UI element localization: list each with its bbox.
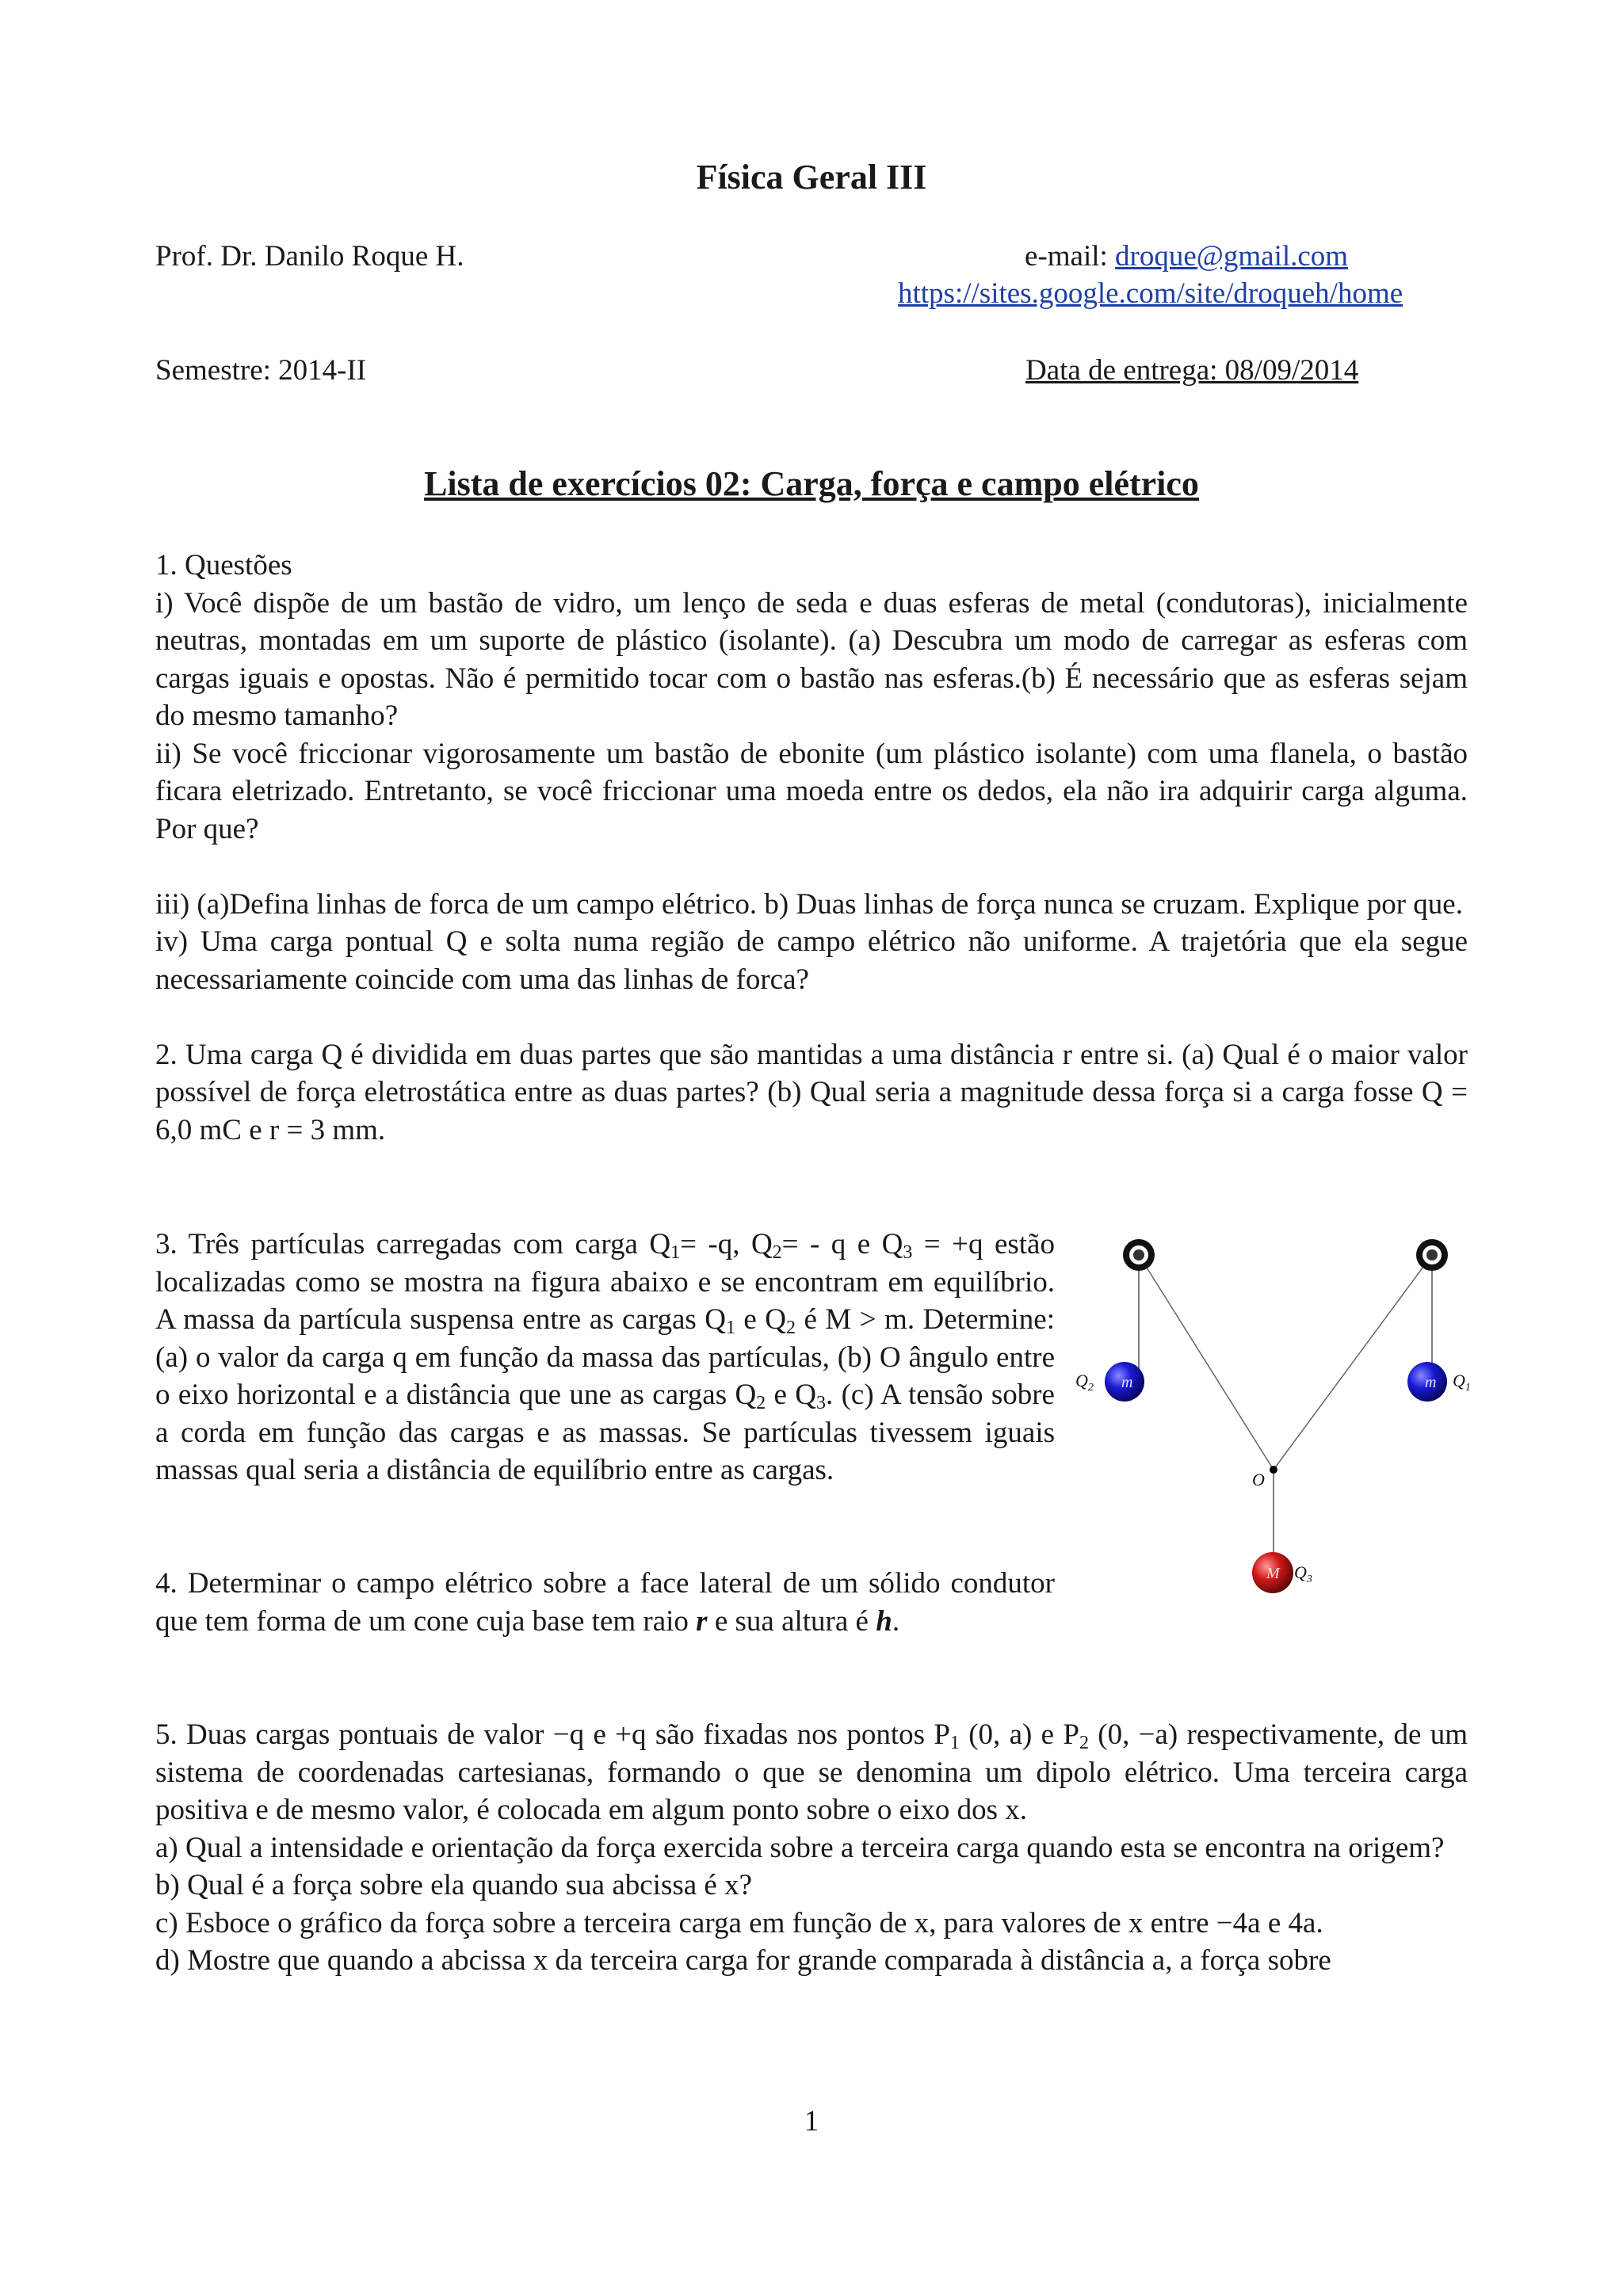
website-link[interactable]: https://sites.google.com/site/droqueh/home [898,277,1403,310]
email-line [1025,238,1348,275]
q5-item-a: a) Qual a intensidade e orientação da força exercida sobre a terceira carga quando esta se encontra na origem? [155,1831,1445,1864]
page-number: 1 [804,2105,819,2138]
q1-heading: 1. Questões [155,549,292,582]
semester: Semestre: 2014-II [155,354,367,387]
label-q1: $Q_1$ [1453,1371,1471,1394]
charges-figure [1062,1220,1490,1608]
q3-text: 3. Três partículas carregadas com carga $Q_1= -q$, $Q_2= - q$ e $Q_3 = +q$ estão localizadas como se mostra na figura abaixo e se encontram em equilíbrio. A massa da partícula suspensa entre as cargas $Q_1$ e $Q_2$ é M > m. Determine: (a) o valor da carga q em função da massa das partículas, (b) O ângulo entre o eixo horizontal e a distância que une as cargas $Q_2$ e $Q_3$. (c) A tensão sobre a corda em função das cargas e as massas. Se partículas tivessem iguais massas qual seria a distância de equilíbrio entre as cargas. [155,1228,1055,1486]
q2-text: 2. Uma carga Q é dividida em duas partes que são mantidas a uma distância r entre si. (a) Qual é o maior valor possível de força eletrostática entre as duas partes? (b) Qual seria a magnitude dessa força si a carga fosse Q = 6,0 mC e r = 3 mm. [155,1038,1468,1146]
due-date: Data de entrega: 08/09/2014 [1025,354,1359,387]
list-title: Lista de exercícios 02: Carga, força e campo elétrico [424,464,1199,503]
label-m-right: m [1425,1374,1437,1391]
email-link[interactable]: droque@gmail.com [1115,240,1349,273]
string-left-diagonal [1139,1255,1274,1470]
course-title: Física Geral III [696,158,927,196]
q5-item-c: c) Esboce o gráfico da força sobre a terceira carga em função de x, para valores de x entre −4a e 4a. [155,1906,1323,1939]
label-q3: $Q_3$ [1294,1562,1312,1585]
label-origin: O [1252,1470,1265,1489]
q1-item-ii: ii) Se você friccionar vigorosamente um bastão de ebonite (um plástico isolante) com uma flanela, o bastão ficara eletrizado. Entretanto, se você friccionar uma moeda entre os dedos, ela não ira adquirir carga alguma. Por que? [155,737,1468,845]
pulley-left-icon [1123,1239,1155,1271]
label-big-m: M [1266,1565,1280,1582]
q5-item-b: b) Qual é a força sobre ela quando sua abcissa é x? [155,1869,753,1901]
q1-item-iv: iv) Uma carga pontual Q e solta numa região de campo elétrico não uniforme. A trajetória que ela segue necessariamente coincide com uma das linhas de forca? [155,925,1468,996]
label-m-left: m [1121,1374,1133,1391]
origin-point [1270,1466,1277,1474]
pulley-right-icon [1416,1239,1448,1271]
q5-intro: 5. Duas cargas pontuais de valor −q e +q são fixadas nos pontos $P_1$ (0, a) e $P_2$ (0, −a) respectivamente, de um sistema de coordenadas cartesianas, formando o que se denomina um dipolo elétrico. Uma terceira carga positiva e de mesmo valor, é colocada em algum ponto sobre o eixo dos x. [155,1718,1468,1826]
q5-block [155,1716,1468,1980]
q5-item-d: d) Mostre que quando a abcissa x da terceira carga for grande comparada à distância a, a força sobre [155,1944,1331,1977]
label-q2: $Q_2$ [1075,1371,1094,1394]
questions-block-1 [155,547,1468,1149]
q4-text: 4. Determinar o campo elétrico sobre a face lateral de um sólido condutor que tem forma de um cone cuja base tem raio r e sua altura é h. [155,1567,1055,1638]
q1-item-i: i) Você dispõe de um bastão de vidro, um lenço de seda e duas esferas de metal (condutoras), inicialmente neutras, montadas em um suporte de plástico (isolante). (a) Descubra um modo de carregar as esferas com cargas iguais e opostas. Não é permitido tocar com o bastão nas esferas.(b) É necessário que as esferas sejam do mesmo tamanho? [155,586,1468,732]
q1-item-iii: iii) (a)Defina linhas de forca de um campo elétrico. b) Duas linhas de força nunca se cruzam. Explique por que. [155,887,1463,921]
email-label: e-mail: [1025,240,1116,273]
professor-name: Prof. Dr. Danilo Roque H. [155,240,464,273]
string-right-diagonal [1274,1255,1432,1470]
